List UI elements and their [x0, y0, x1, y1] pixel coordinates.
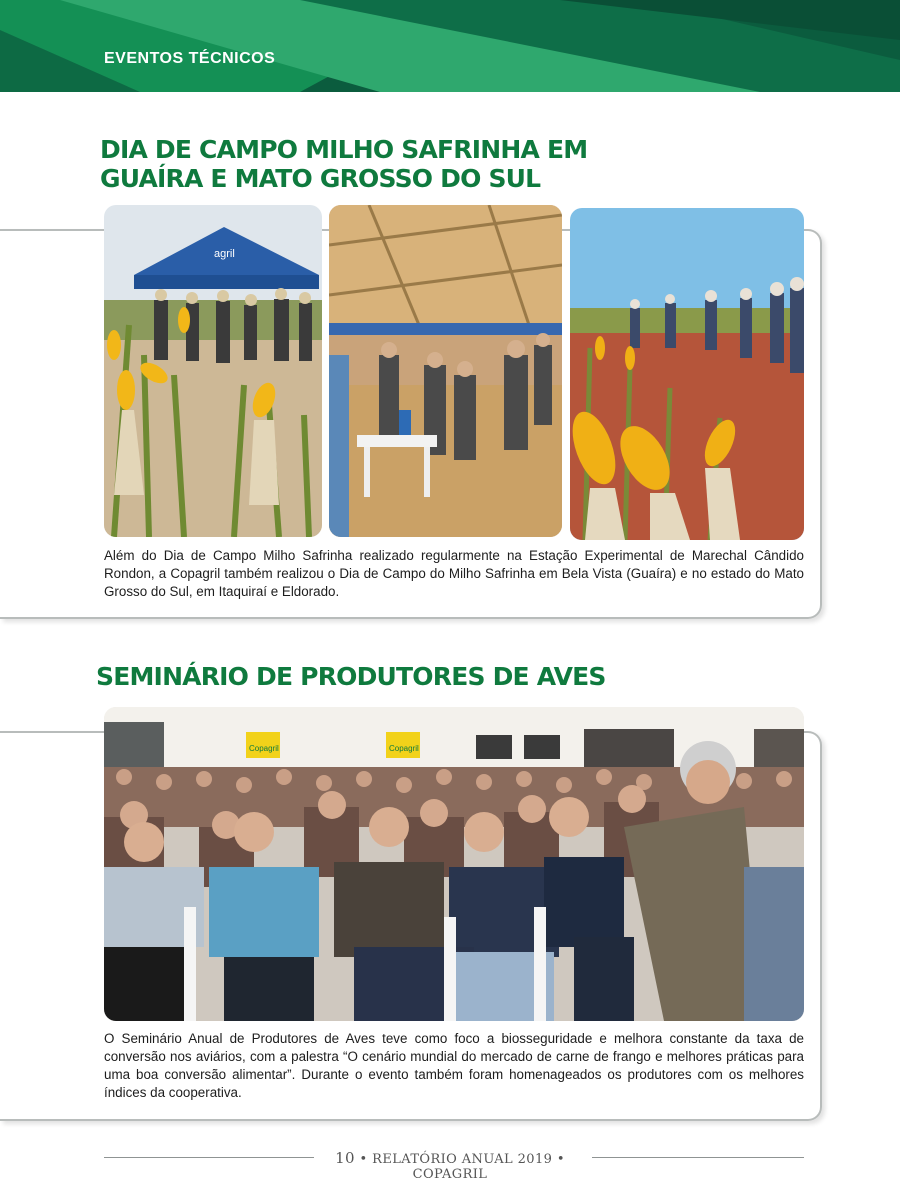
- section1-title: DIA DE CAMPO MILHO SAFRINHA EM GUAÍRA E MATO GROSSO DO SUL: [100, 135, 588, 193]
- footer-line-left: [104, 1157, 314, 1158]
- section2-title: SEMINÁRIO DE PRODUTORES DE AVES: [96, 662, 606, 691]
- section2-caption: O Seminário Anual de Produtores de Aves teve como foco a biosseguridade e melhora constante da taxa de conversão nos aviários, com a palestra “O cenário mundial do mercado de carne de frango e melhores práticas para uma boa conversão alimentar”. Durante o evento também foram homenageados os produtores com os melhores índices da cooperativa.: [104, 1031, 804, 1100]
- photo-seminar-audience: [104, 707, 804, 1021]
- page-number: 10: [335, 1149, 355, 1167]
- banner-left-text: Copagril: [249, 744, 279, 753]
- header-shapes: [0, 0, 900, 92]
- footer-report: RELATÓRIO ANUAL 2019: [372, 1152, 553, 1167]
- photo-field-day-tent: [104, 205, 322, 537]
- page-footer: [300, 1149, 600, 1182]
- photo-field-day-shelter: [329, 205, 562, 537]
- footer-separator-2: •: [556, 1152, 565, 1167]
- footer-line-right: [592, 1157, 804, 1158]
- photo-corn-field: [570, 208, 804, 540]
- section-label: EVENTOS TÉCNICOS: [104, 50, 276, 67]
- banner-right-text: Copagril: [389, 744, 419, 753]
- footer-company: COPAGRIL: [412, 1167, 488, 1182]
- section1-caption: Além do Dia de Campo Milho Safrinha realizado regularmente na Estação Experimental de Marechal Cândido Rondon, a Copagril também realizou o Dia de Campo do Milho Safrinha em Bela Vista (Guaíra) e no estado do Mato Grosso do Sul, em Itaquiraí e Eldorado.: [104, 548, 804, 599]
- footer-separator-1: •: [359, 1152, 368, 1167]
- header-banner: [0, 0, 900, 92]
- tent-logo-text: agril: [214, 248, 235, 260]
